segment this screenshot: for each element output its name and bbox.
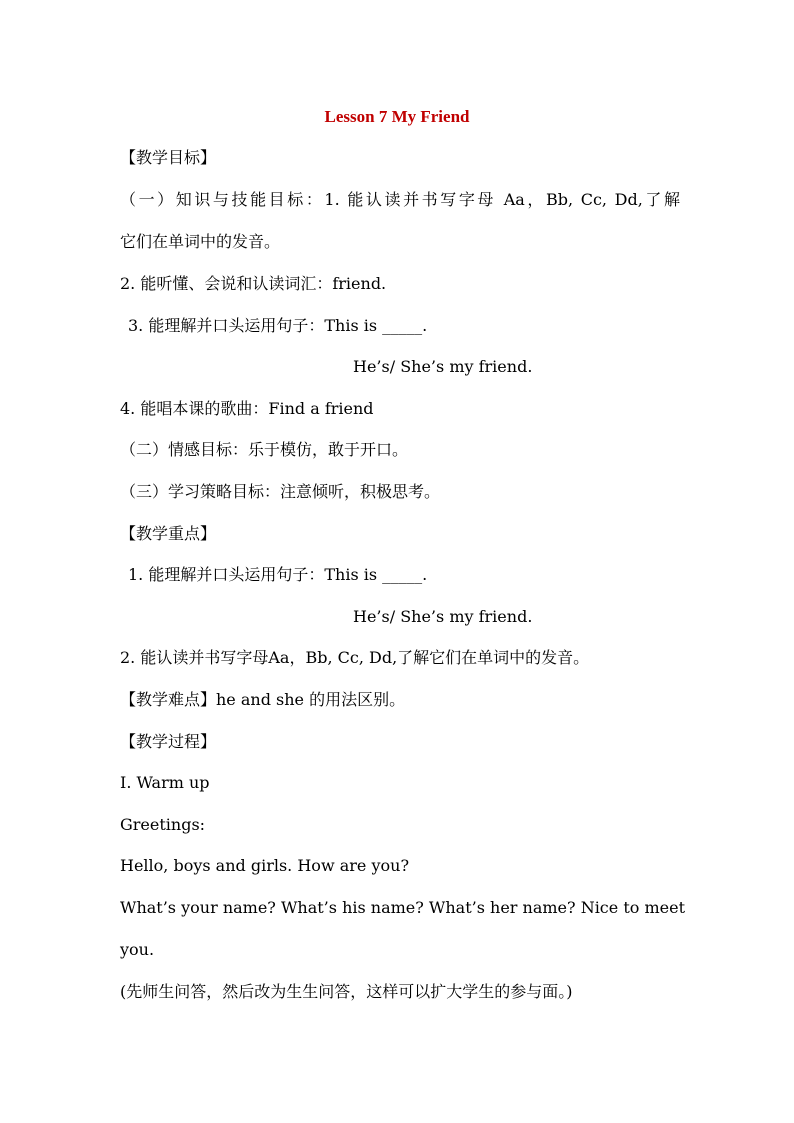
section-heading-process: 【教学过程】 bbox=[120, 732, 217, 751]
objective-knowledge-line-2: 它们在单词中的发音。 bbox=[120, 232, 281, 251]
objective-emotion: （二）情感目标：乐于模仿，敢于开口。 bbox=[120, 440, 409, 459]
objective-strategy: （三）学习策略目标：注意倾听，积极思考。 bbox=[120, 482, 441, 501]
warm-up-heading: I. Warm up bbox=[120, 773, 210, 792]
greeting-line-3: you. bbox=[120, 940, 155, 959]
objective-knowledge-line-1: （一）知识与技能目标：1. 能认读并书写字母 Aa，Bb, Cc, Dd,了解 bbox=[120, 190, 680, 209]
greeting-line-2: What’s your name? What’s his name? What’s her name? Nice to meet bbox=[120, 898, 686, 917]
section-difficulty: 【教学难点】he and she 的用法区别。 bbox=[120, 690, 406, 709]
greetings-label: Greetings: bbox=[120, 815, 206, 834]
key-point-1-sentence: He’s/ She’s my friend. bbox=[353, 607, 533, 626]
objective-item-4: 4. 能唱本课的歌曲：Find a friend bbox=[120, 399, 374, 418]
key-point-2: 2. 能认读并书写字母Aa，Bb, Cc, Dd,了解它们在单词中的发音。 bbox=[120, 648, 590, 667]
objective-item-2: 2. 能听懂、会说和认读词汇：friend. bbox=[120, 274, 387, 293]
teaching-note: (先师生问答，然后改为生生问答，这样可以扩大学生的参与面。) bbox=[120, 982, 573, 1001]
key-point-1: 1. 能理解并口头运用句子：This is _____. bbox=[128, 565, 428, 584]
greeting-line-1: Hello, boys and girls. How are you? bbox=[120, 856, 410, 875]
objective-item-3: 3. 能理解并口头运用句子：This is _____. bbox=[128, 316, 428, 335]
lesson-title: Lesson 7 My Friend bbox=[324, 107, 470, 126]
objective-item-3-sentence: He’s/ She’s my friend. bbox=[353, 357, 533, 376]
section-heading-key-points: 【教学重点】 bbox=[120, 524, 217, 543]
section-heading-objectives: 【教学目标】 bbox=[120, 148, 217, 167]
